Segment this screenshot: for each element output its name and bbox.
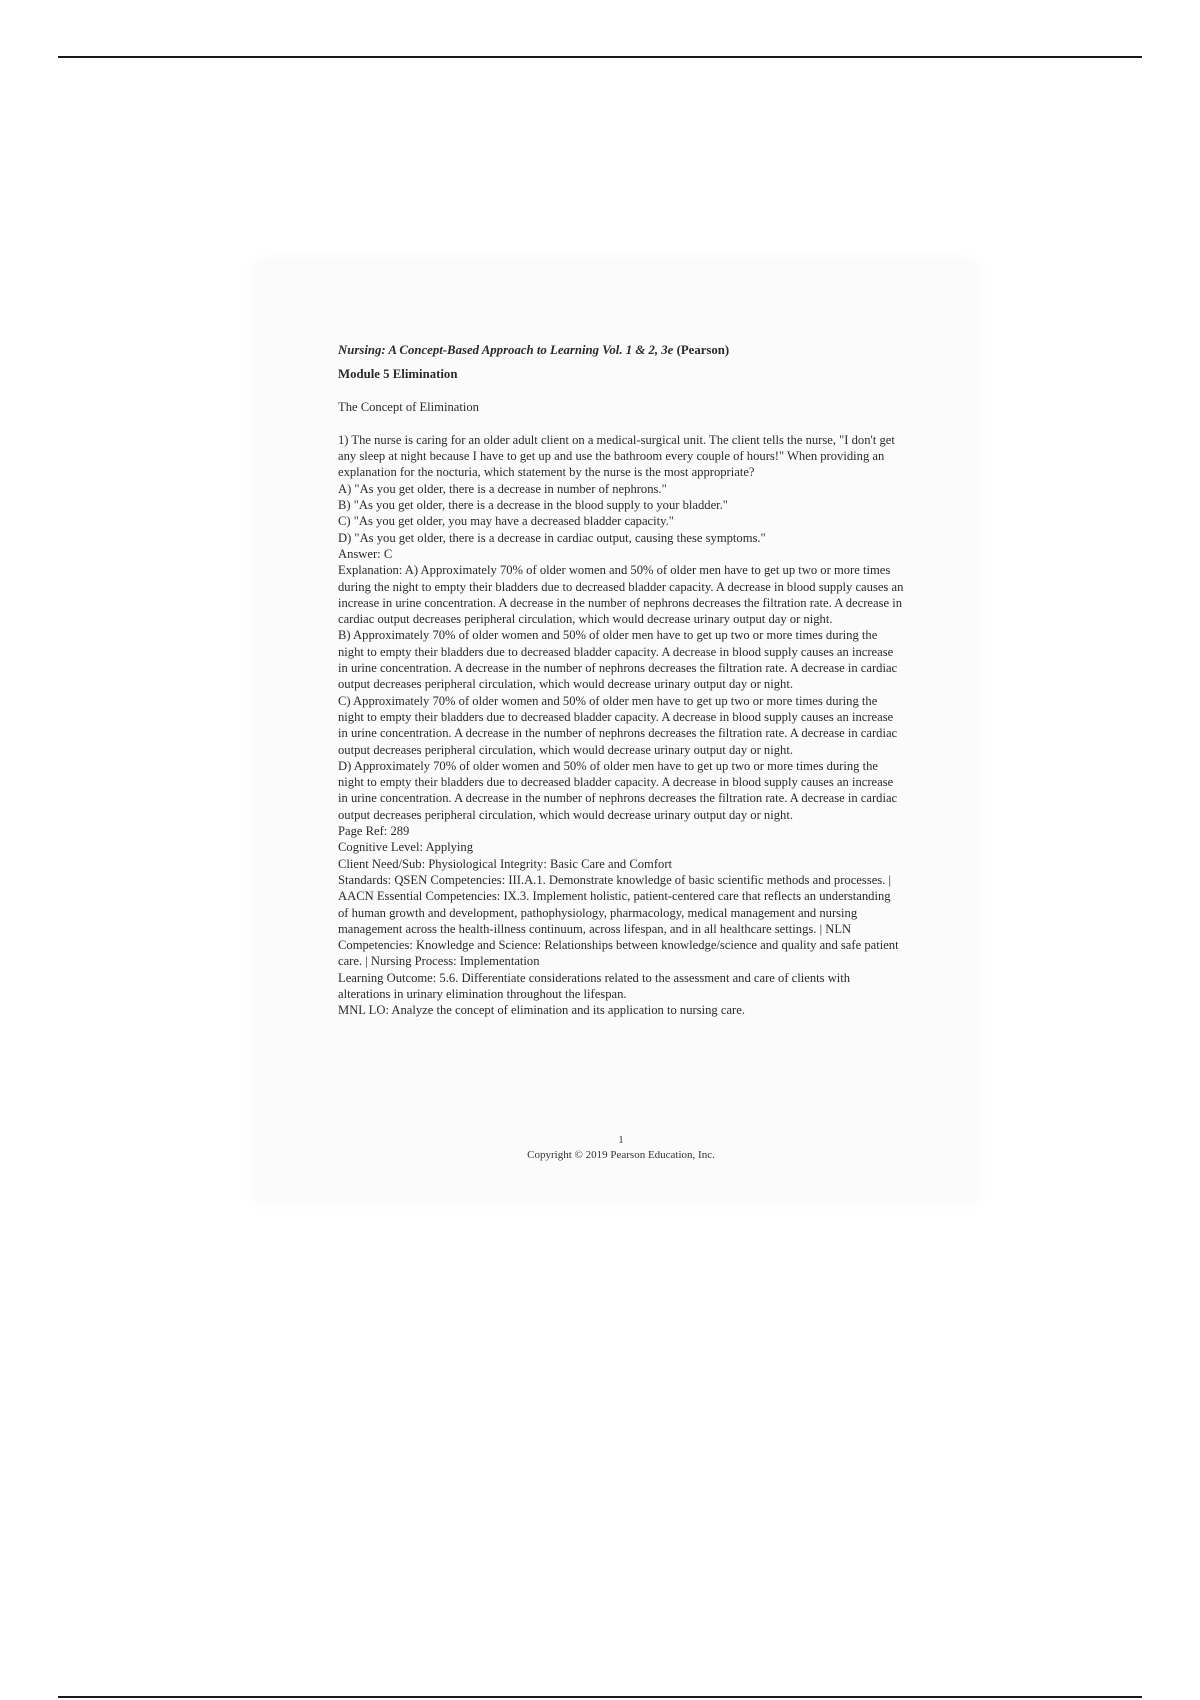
option-b: B) "As you get older, there is a decrease in the blood supply to your bladder.": [338, 498, 728, 513]
page-number: 1: [618, 1134, 624, 1146]
copyright: Copyright © 2019 Pearson Education, Inc.: [527, 1149, 715, 1161]
explanation-d: D) Approximately 70% of older women and 50% of older men have to get up two or more times during the night to empty their bladders due to decreased bladder capacity. A decrease in blood supply causes an increase in urine concentration. A decrease in the number of nephrons decreases the filtration rate. A decrease in cardiac output decreases peripheral circulation, which would decrease urinary output day or night.: [338, 758, 898, 822]
learning-outcome: Learning Outcome: 5.6. Differentiate considerations related to the assessment and care of clients with alterations in urinary elimination throughout the lifespan.: [338, 970, 851, 1001]
mnl-lo: MNL LO: Analyze the concept of elimination and its application to nursing care.: [338, 1003, 745, 1018]
page-ref: Page Ref: 289: [338, 824, 410, 839]
option-c: C) "As you get older, you may have a decreased bladder capacity.": [338, 514, 674, 529]
book-title-name: Nursing: A Concept-Based Approach to Learning Vol. 1 & 2, 3e: [338, 343, 674, 357]
standards: Standards: QSEN Competencies: III.A.1. Demonstrate knowledge of basic scientific methods and processes. | AACN Essential Competencies: IX.3. Implement holistic, patient-centered care that reflects an understanding of human growth and development, pathophysiology, pharmacology, medical management and nursing management across the health-illness continuum, across lifespan, and in all healthcare settings. | NLN Competencies: Knowledge and Science: Relationships between knowledge/science and quality and safe patient care. | Nursing Process: Implementation: [338, 872, 899, 969]
answer: Answer: C: [338, 546, 393, 561]
explanation-a: Explanation: A) Approximately 70% of older women and 50% of older men have to get up two or more times during the night to empty their bladders due to decreased bladder capacity. A decrease in blood supply causes an increase in urine concentration. A decrease in the number of nephrons decreases the filtration rate. A decrease in cardiac output decreases peripheral circulation, which would decrease urinary output day or night.: [338, 563, 904, 627]
explanation-c: C) Approximately 70% of older women and 50% of older men have to get up two or more times during the night to empty their bladders due to decreased bladder capacity. A decrease in blood supply causes an increase in urine concentration. A decrease in the number of nephrons decreases the filtration rate. A decrease in cardiac output decreases peripheral circulation, which would decrease urinary output day or night.: [338, 693, 898, 757]
explanation-b: B) Approximately 70% of older women and 50% of older men have to get up two or more times during the night to empty their bladders due to decreased bladder capacity. A decrease in blood supply causes an increase in urine concentration. A decrease in the number of nephrons decreases the filtration rate. A decrease in cardiac output decreases peripheral circulation, which would decrease urinary output day or night.: [338, 628, 898, 692]
client-need: Client Need/Sub: Physiological Integrity: Basic Care and Comfort: [338, 856, 673, 871]
bottom-divider: [58, 1696, 1142, 1698]
page-content: [338, 342, 904, 1019]
option-d: D) "As you get older, there is a decrease in cardiac output, causing these symptoms.": [338, 530, 766, 545]
page-footer: [338, 1133, 904, 1163]
option-a: A) "As you get older, there is a decrease in number of nephrons.": [338, 481, 667, 496]
concept-title: The Concept of Elimination: [338, 399, 479, 414]
book-title: [338, 342, 904, 358]
cognitive-level: Cognitive Level: Applying: [338, 840, 474, 855]
book-title-publisher: (Pearson): [673, 343, 730, 357]
top-divider: [58, 56, 1142, 58]
module-title: Module 5 Elimination: [338, 367, 458, 382]
question-stem: 1) The nurse is caring for an older adult client on a medical-surgical unit. The client tells the nurse, "I don't get any sleep at night because I have to get up and use the bathroom every couple of hours!" When providing an explanation for the nocturia, which statement by the nurse is the most appropriate?: [338, 432, 895, 480]
